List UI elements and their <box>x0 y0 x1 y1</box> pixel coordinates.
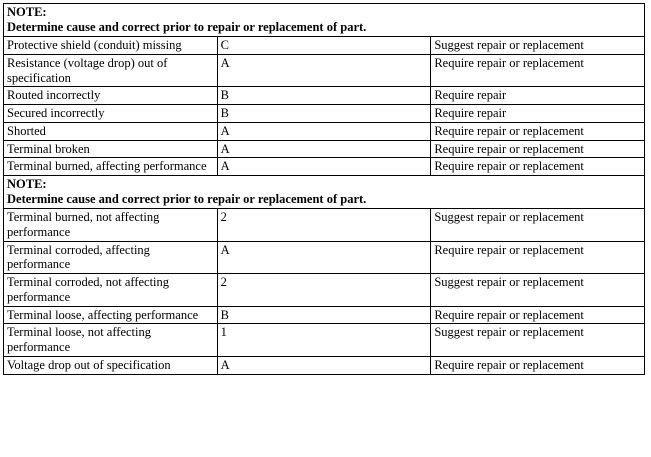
condition-cell: Terminal burned, not affecting performance <box>4 209 218 242</box>
action-cell: Suggest repair or replacement <box>431 324 645 357</box>
code-cell: A <box>217 140 431 158</box>
condition-cell: Resistance (voltage drop) out of specification <box>4 54 218 87</box>
code-cell: B <box>217 306 431 324</box>
table-row <box>4 37 645 55</box>
note-label: NOTE: <box>7 177 47 191</box>
condition-cell: Protective shield (conduit) missing <box>4 37 218 55</box>
note-text: Determine cause and correct prior to repair or replacement of part. <box>7 192 367 206</box>
condition-cell: Terminal broken <box>4 140 218 158</box>
condition-cell: Terminal corroded, affecting performance <box>4 241 218 274</box>
condition-cell: Voltage drop out of specification <box>4 356 218 374</box>
code-cell: A <box>217 54 431 87</box>
note-label: NOTE: <box>7 5 47 19</box>
table-row-note <box>4 4 645 37</box>
table-row <box>4 241 645 274</box>
note-text: Determine cause and correct prior to repair or replacement of part. <box>7 20 367 34</box>
table-row <box>4 54 645 87</box>
action-cell: Require repair or replacement <box>431 54 645 87</box>
table-row <box>4 306 645 324</box>
condition-cell: Routed incorrectly <box>4 87 218 105</box>
condition-cell: Terminal loose, affecting performance <box>4 306 218 324</box>
table-body <box>4 4 645 375</box>
action-cell: Require repair or replacement <box>431 140 645 158</box>
action-cell: Require repair or replacement <box>431 241 645 274</box>
table-row <box>4 140 645 158</box>
code-cell: 2 <box>217 274 431 307</box>
action-cell: Require repair or replacement <box>431 158 645 176</box>
code-cell: B <box>217 87 431 105</box>
table-row <box>4 158 645 176</box>
condition-cell: Terminal burned, affecting performance <box>4 158 218 176</box>
table-row <box>4 122 645 140</box>
action-cell: Suggest repair or replacement <box>431 37 645 55</box>
code-cell: A <box>217 356 431 374</box>
action-cell: Require repair or replacement <box>431 306 645 324</box>
code-cell: A <box>217 122 431 140</box>
action-cell: Require repair or replacement <box>431 122 645 140</box>
table-row <box>4 87 645 105</box>
table-row <box>4 105 645 123</box>
action-cell: Suggest repair or replacement <box>431 274 645 307</box>
table-row <box>4 356 645 374</box>
action-cell: Require repair or replacement <box>431 356 645 374</box>
condition-cell: Secured incorrectly <box>4 105 218 123</box>
code-cell: B <box>217 105 431 123</box>
code-cell: 1 <box>217 324 431 357</box>
code-cell: C <box>217 37 431 55</box>
condition-cell: Terminal corroded, not affecting performance <box>4 274 218 307</box>
condition-cell: Terminal loose, not affecting performance <box>4 324 218 357</box>
note-cell <box>4 176 645 209</box>
code-cell: A <box>217 158 431 176</box>
table-row <box>4 209 645 242</box>
code-cell: A <box>217 241 431 274</box>
note-cell <box>4 4 645 37</box>
table-row-note <box>4 176 645 209</box>
table-row <box>4 274 645 307</box>
action-cell: Require repair <box>431 105 645 123</box>
condition-table <box>3 3 645 375</box>
action-cell: Require repair <box>431 87 645 105</box>
action-cell: Suggest repair or replacement <box>431 209 645 242</box>
table-row <box>4 324 645 357</box>
condition-cell: Shorted <box>4 122 218 140</box>
code-cell: 2 <box>217 209 431 242</box>
